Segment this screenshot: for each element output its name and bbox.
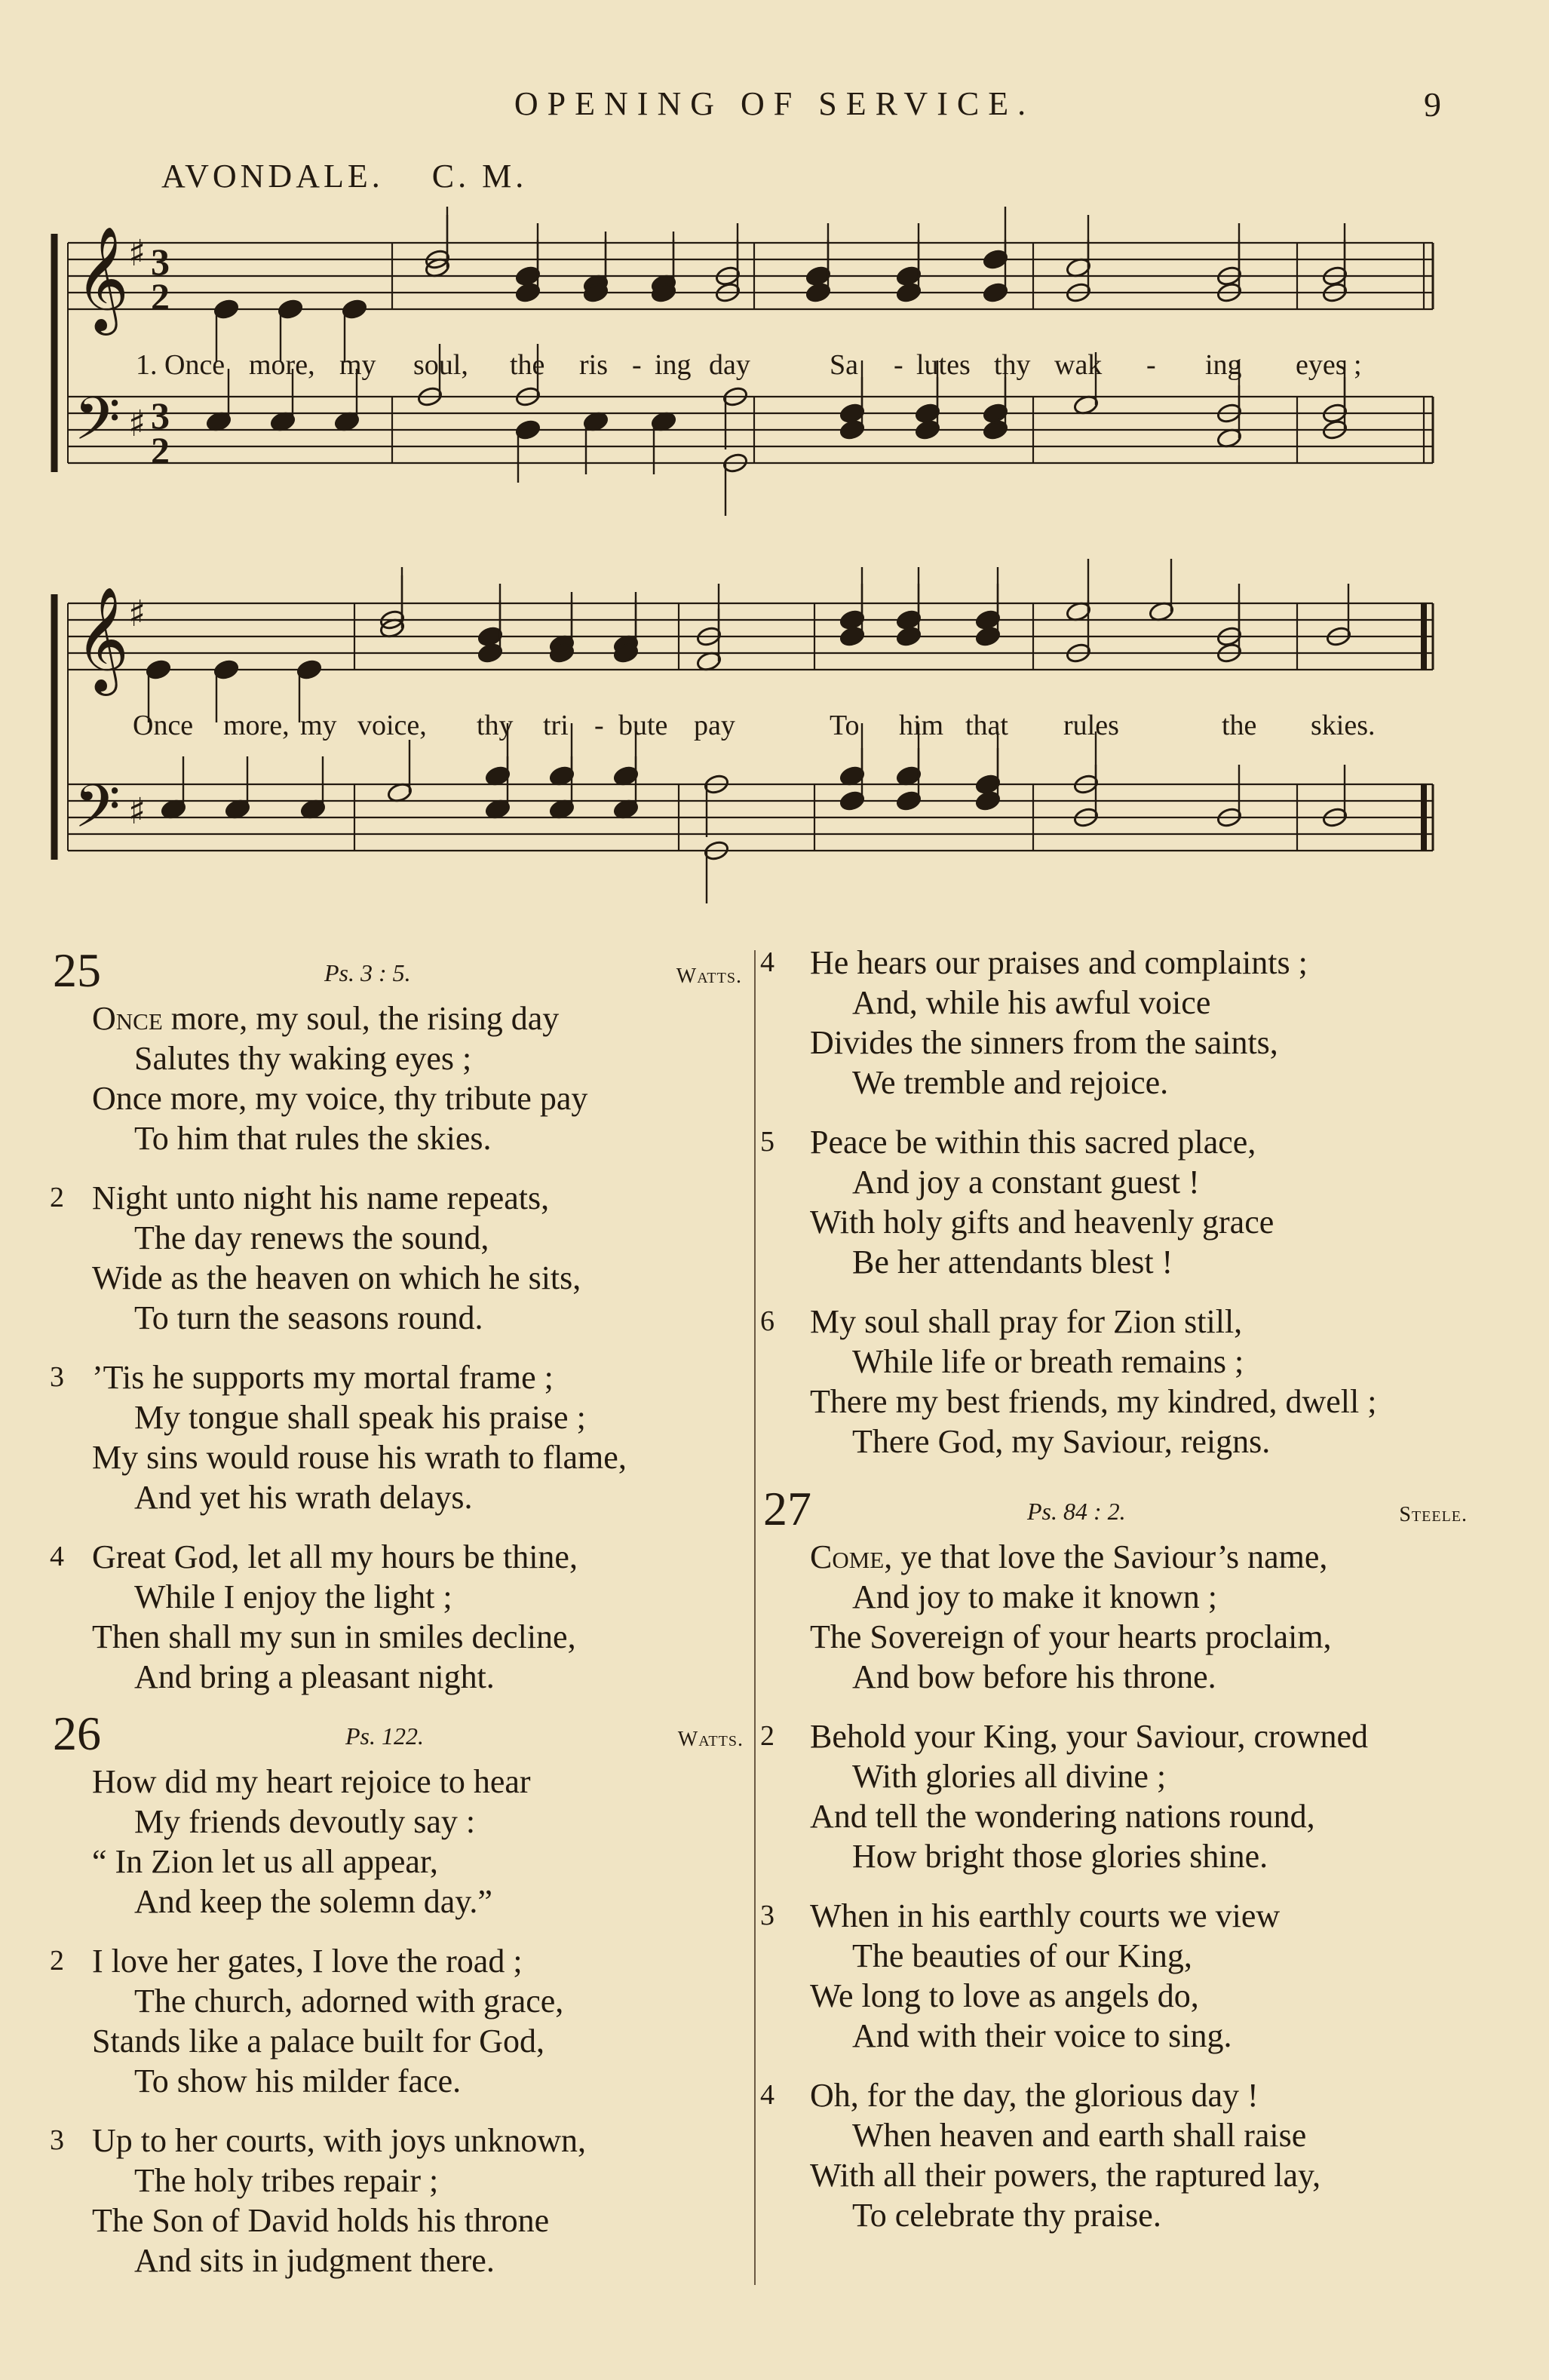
sharp-key-signature: ♯ <box>128 403 146 445</box>
lyric-syllable: tri <box>543 710 569 741</box>
lyric-syllable: day <box>709 349 750 381</box>
verse-line: With all their powers, the raptured lay, <box>810 2157 1321 2194</box>
verse <box>760 1896 1460 2056</box>
verse-number: 3 <box>50 2124 64 2156</box>
hymn-27 <box>760 1481 1468 2235</box>
verse-line: Salutes thy waking eyes ; <box>134 1040 472 1077</box>
hymn-26-continued <box>760 943 1460 1461</box>
right-column <box>760 943 1468 2255</box>
verse-line: Be her attendants blest ! <box>852 1244 1173 1280</box>
verse-line: While I enjoy the light ; <box>134 1578 452 1615</box>
lyric-syllable: thy <box>994 349 1031 381</box>
lyric-syllable: wak <box>1054 349 1103 381</box>
hymn-header <box>53 1706 744 1762</box>
sharp-key-signature: ♯ <box>128 232 146 274</box>
sharp-key-signature: ♯ <box>128 593 146 635</box>
verse-line: And, while his awful voice <box>852 984 1211 1021</box>
verse-line: We long to love as angels do, <box>810 1977 1199 2014</box>
verse <box>50 1941 741 2101</box>
lyric-syllable: ris <box>579 349 608 381</box>
verse-line: The day renews the sound, <box>134 1219 489 1256</box>
verse-line: The Sovereign of your hearts proclaim, <box>810 1618 1332 1655</box>
verse <box>53 1762 741 1921</box>
verse-line: My sins would rouse his wrath to flame, <box>92 1439 627 1476</box>
verse-line: The beauties of our King, <box>852 1937 1192 1974</box>
lyric-syllable: - <box>632 349 642 381</box>
hymn-25 <box>50 943 742 1697</box>
lyric-syllable: ing <box>655 349 692 381</box>
lyric-syllable: lutes <box>916 349 971 381</box>
verse-line: And keep the solemn day.” <box>134 1883 492 1920</box>
verse-line: I love her gates, I love the road ; <box>92 1943 523 1980</box>
lyric-syllable: 1. Once <box>136 349 225 381</box>
verse <box>760 943 1460 1103</box>
lyric-syllable: Sa <box>830 349 858 381</box>
lyric-syllable: the <box>1222 710 1257 741</box>
lyric-syllable: - <box>1146 349 1156 381</box>
verse-line: When heaven and earth shall raise <box>852 2117 1307 2154</box>
lyric-syllable: Once <box>133 710 194 741</box>
tune-name: AVONDALE. <box>161 158 384 195</box>
hymn-number: 26 <box>53 1707 101 1760</box>
verse-line: My tongue shall speak his praise ; <box>134 1399 586 1436</box>
verse-line <box>763 1537 1460 1577</box>
verse-number: 6 <box>760 1305 774 1337</box>
psalm-reference: Ps. 122. <box>345 1722 424 1750</box>
left-column <box>50 943 744 2300</box>
column-divider <box>754 950 756 2285</box>
time-signature-top: 3 <box>151 241 170 283</box>
verse <box>53 998 741 1158</box>
verse-line: And bring a pleasant night. <box>134 1658 495 1695</box>
lyric-syllable: my <box>300 710 337 741</box>
bass-clef: 𝄢 <box>74 771 121 856</box>
lyric-syllable: more, <box>249 349 315 381</box>
verse-line: With glories all divine ; <box>852 1758 1167 1795</box>
tune-meter: C. M. <box>431 158 528 195</box>
treble-clef: 𝄞 <box>75 587 129 692</box>
verse-line: Peace be within this sacred place, <box>810 1124 1256 1161</box>
verse <box>760 1122 1460 1282</box>
page-number: 9 <box>1424 85 1441 124</box>
verse-line: How did my heart rejoice to hear <box>92 1763 531 1800</box>
hymn-number: 25 <box>53 943 101 997</box>
verse-line: Then shall my sun in smiles decline, <box>92 1618 576 1655</box>
verse-line: And joy to make it known ; <box>852 1578 1217 1615</box>
psalm-reference: Ps. 84 : 2. <box>1027 1498 1126 1525</box>
hymn-header <box>53 943 741 998</box>
verse-line: “ In Zion let us all appear, <box>92 1843 438 1880</box>
verse-line: Once more, my voice, thy tribute pay <box>92 1080 588 1117</box>
verse-line: We tremble and rejoice. <box>852 1064 1169 1101</box>
verse <box>50 1537 741 1697</box>
verse-line: When in his earthly courts we view <box>810 1897 1281 1934</box>
verse-line: The Son of David holds his throne <box>92 2202 550 2239</box>
lyric-syllable: - <box>894 349 903 381</box>
hymn-author: Watts. <box>677 1728 744 1751</box>
hymn-number: 27 <box>763 1482 811 1535</box>
verse-line: There my best friends, my kindred, dwell ; <box>810 1383 1377 1420</box>
treble-clef: 𝄞 <box>75 226 129 331</box>
bass-clef: 𝄢 <box>74 384 121 468</box>
verse-line: To turn the seasons round. <box>134 1299 483 1336</box>
lyric-syllable: my <box>339 349 376 381</box>
lyric-syllable: that <box>965 710 1008 741</box>
verse-number: 3 <box>50 1361 64 1393</box>
verse-number: 5 <box>760 1126 774 1158</box>
verse-line: And tell the wondering nations round, <box>810 1798 1315 1835</box>
verse-line: Up to her courts, with joys unknown, <box>92 2122 587 2159</box>
verse <box>760 2075 1460 2235</box>
sharp-key-signature: ♯ <box>128 790 146 833</box>
lyric-syllable: him <box>899 710 944 741</box>
verse-number: 2 <box>50 1182 64 1213</box>
verse-line: Great God, let all my hours be thine, <box>92 1538 578 1575</box>
lyric-syllable: bute <box>618 710 668 741</box>
verse-number: 4 <box>50 1541 64 1572</box>
verse-number: 4 <box>760 946 774 978</box>
verse-line: Oh, for the day, the glorious day ! <box>810 2077 1259 2114</box>
psalm-reference: Ps. 3 : 5. <box>324 959 411 986</box>
verse-line: My friends devoutly say : <box>134 1803 476 1840</box>
verse-number: 4 <box>760 2079 774 2111</box>
verse-line: My soul shall pray for Zion still, <box>810 1303 1243 1340</box>
verse-line: Divides the sinners from the saints, <box>810 1024 1278 1061</box>
verse-line: How bright those glories shine. <box>852 1838 1268 1875</box>
verse-number: 3 <box>760 1900 774 1931</box>
time-signature-top: 3 <box>151 394 170 437</box>
verse <box>50 2121 741 2280</box>
music-score <box>0 0 1549 905</box>
hymn-26 <box>50 1706 744 2280</box>
lyric-syllable: eyes ; <box>1296 349 1362 381</box>
verse-line: And with their voice to sing. <box>852 2017 1232 2054</box>
time-signature-bottom: 2 <box>151 275 170 317</box>
verse-line: He hears our praises and complaints ; <box>810 944 1308 981</box>
line-text: more, my soul, the rising day <box>162 1000 560 1037</box>
lyric-syllable: ing <box>1205 349 1242 381</box>
running-head: OPENING OF SERVICE. <box>514 85 1035 122</box>
first-word: Once <box>92 1000 163 1037</box>
hymn-header <box>763 1481 1468 1537</box>
verse-line: And sits in judgment there. <box>134 2242 495 2279</box>
verse-number: 2 <box>50 1945 64 1977</box>
time-signature-bottom: 2 <box>151 429 170 471</box>
verse-line: And yet his wrath delays. <box>134 1479 473 1516</box>
verse <box>760 1302 1460 1461</box>
lyric-syllable: voice, <box>357 710 427 741</box>
hymn-author: Watts. <box>676 965 742 988</box>
verse-line: Wide as the heaven on which he sits, <box>92 1259 581 1296</box>
verse-line: There God, my Saviour, reigns. <box>852 1423 1271 1460</box>
lyric-syllable: soul, <box>413 349 468 381</box>
verse-line: Night unto night his name repeats, <box>92 1179 550 1216</box>
verse-line: ’Tis he supports my mortal frame ; <box>92 1359 554 1396</box>
verse <box>763 1537 1460 1697</box>
lyric-syllable: more, <box>223 710 290 741</box>
verse-line: The church, adorned with grace, <box>134 1983 564 2020</box>
lyric-syllable: rules <box>1063 710 1119 741</box>
hymn-author: Steele. <box>1399 1503 1468 1526</box>
lyric-syllable: To <box>830 710 860 741</box>
lyric-syllable: thy <box>477 710 514 741</box>
first-word: Come, <box>810 1538 893 1575</box>
verse-line: The holy tribes repair ; <box>134 2162 439 2199</box>
lyric-syllable: - <box>594 710 604 741</box>
verse-line: Behold your King, your Saviour, crowned <box>810 1718 1369 1755</box>
verse-line: Stands like a palace built for God, <box>92 2023 544 2059</box>
lyric-syllable: pay <box>694 710 735 741</box>
verse <box>50 1357 741 1517</box>
verse <box>760 1716 1460 1876</box>
verse <box>50 1178 741 1338</box>
verse-line: While life or breath remains ; <box>852 1343 1244 1380</box>
verse-line: And bow before his throne. <box>852 1658 1216 1695</box>
verse-line: And joy a constant guest ! <box>852 1164 1200 1201</box>
verse-line <box>53 998 741 1038</box>
line-text: ye that love the Saviour’s name, <box>892 1538 1328 1575</box>
verse-line: To him that rules the skies. <box>134 1120 492 1157</box>
verse-line: With holy gifts and heavenly grace <box>810 1204 1274 1241</box>
lyric-syllable: skies. <box>1311 710 1376 741</box>
verse-line: To celebrate thy praise. <box>852 2197 1161 2234</box>
verse-line: To show his milder face. <box>134 2063 462 2099</box>
lyric-syllable: the <box>510 349 545 381</box>
verse-number: 2 <box>760 1720 774 1752</box>
